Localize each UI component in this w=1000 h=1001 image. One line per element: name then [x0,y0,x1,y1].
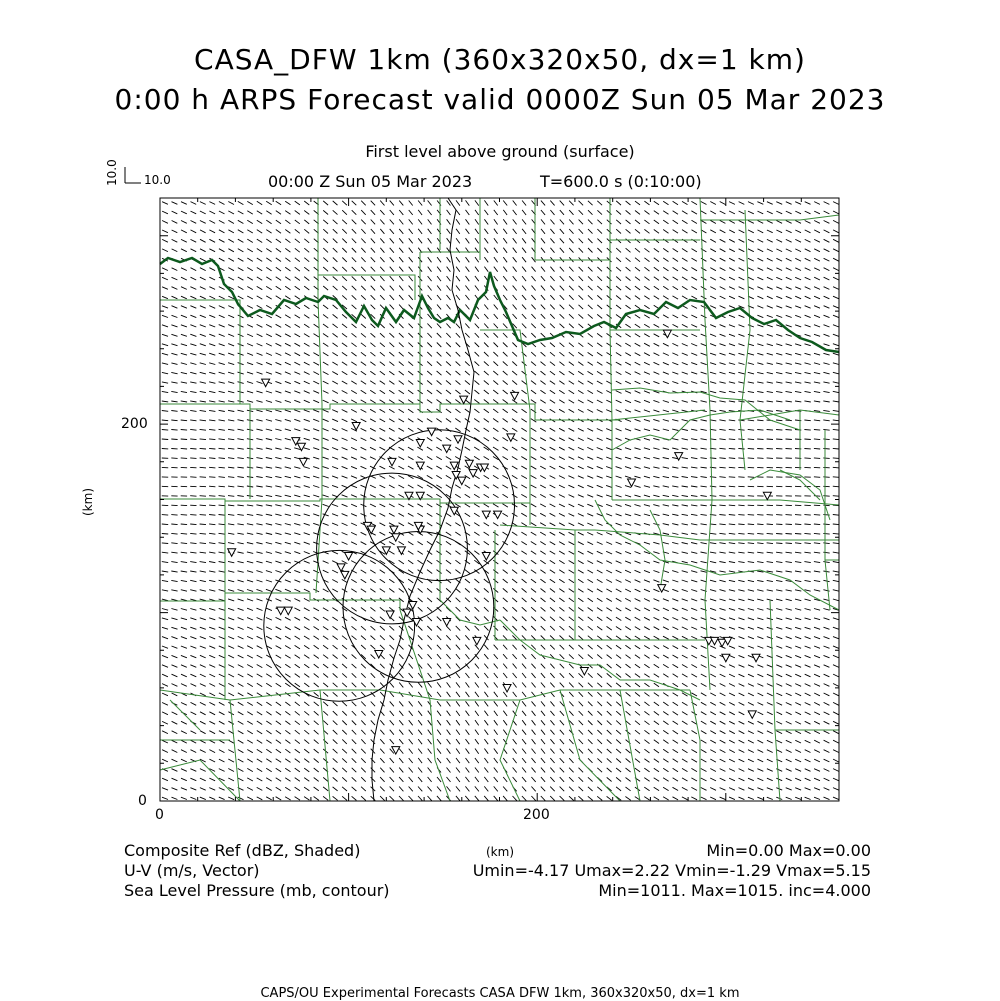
station-marker [482,511,490,519]
x-axis-label: (km) [486,845,515,859]
station-marker [628,479,636,487]
vector-key-label: 10.0 [144,173,171,187]
station-marker [443,618,451,626]
county-line [230,690,440,700]
x-tick-200: 200 [523,807,550,823]
county-line [160,760,240,801]
level-label: First level above ground (surface) [365,142,635,161]
county-line [612,500,839,505]
station-marker [511,392,519,400]
station-marker [748,711,756,719]
county-line [700,215,839,220]
station-marker [494,511,502,519]
vector-key-arrow [125,167,141,183]
station-marker [580,667,588,675]
legend-reflectivity-stats: Min=0.00 Max=0.00 [706,841,871,860]
x-tick-0: 0 [155,807,164,823]
county-line [740,410,839,420]
station-marker [284,607,292,615]
station-marker [413,618,421,626]
county-line [500,700,520,801]
river-line [500,620,700,700]
county-line [320,690,330,801]
vector-key-label-vertical: 10.0 [105,159,119,186]
legend-pressure-stats: Min=1011. Max=1015. inc=4.000 [598,881,871,900]
station-marker [711,637,719,645]
y-tick-0: 0 [138,793,147,809]
red-river-border [160,258,839,352]
station-marker [752,654,760,662]
station-marker [345,553,353,561]
station-marker [297,443,305,451]
station-marker [388,458,396,466]
legend-wind-stats: Umin=-4.17 Umax=2.22 Vmin=-1.29 Vmax=5.15 [472,861,871,880]
station-marker [390,526,398,534]
county-line [610,198,612,500]
county-boundaries [160,198,839,801]
station-marker [458,477,466,485]
station-marker [262,379,270,387]
footer-credit: CAPS/OU Experimental Forecasts CASA DFW 1km, 360x320x50, dx=1 km [260,986,740,1001]
county-line [160,404,620,420]
station-marker [658,585,666,593]
station-marker [386,611,394,619]
title-line-2: 0:00 h ARPS Forecast valid 0000Z Sun 05 Mar 2023 [114,83,886,116]
radar-ring [264,550,415,701]
river-line [612,388,800,430]
county-line [690,690,700,801]
county-line [700,198,712,690]
station-marker [450,462,458,470]
county-line [160,690,230,700]
station-marker [397,547,405,555]
station-marker [341,571,349,579]
county-line [560,690,620,801]
state-border [160,258,839,352]
station-marker [416,462,424,470]
station-marker [507,434,515,442]
county-line [620,690,640,801]
station-marker [473,637,481,645]
county-line [825,430,830,610]
station-marker [409,602,417,610]
station-marker [392,534,400,542]
station-marker [375,651,383,659]
model-time: T=600.0 s (0:10:00) [540,172,702,191]
valid-time: 00:00 Z Sun 05 Mar 2023 [268,172,473,191]
y-tick-200: 200 [121,416,148,432]
station-marker [454,436,462,444]
legend-reflectivity-name: Composite Ref (dBZ, Shaded) [124,841,361,860]
station-marker [482,553,490,561]
station-marker [663,330,671,338]
legend-wind-name: U-V (m/s, Vector) [124,861,260,880]
county-line [400,610,450,801]
station-marker [722,654,730,662]
station-marker [460,396,468,404]
title-line-1: CASA_DFW 1km (360x320x50, dx=1 km) [194,43,806,76]
station-marker [416,439,424,447]
river-line [595,500,839,610]
county-line [160,499,530,525]
station-marker [299,458,307,466]
station-marker [277,607,285,615]
river-line [650,510,665,590]
station-marker [675,453,683,461]
station-marker [403,609,411,617]
station-marker [337,564,345,572]
station-marker [428,428,436,436]
y-axis-label: (km) [81,487,95,516]
county-line [160,300,240,310]
county-line [230,700,240,801]
station-marker [503,684,511,692]
station-marker [352,423,360,431]
legend-pressure-name: Sea Level Pressure (mb, contour) [124,881,390,900]
